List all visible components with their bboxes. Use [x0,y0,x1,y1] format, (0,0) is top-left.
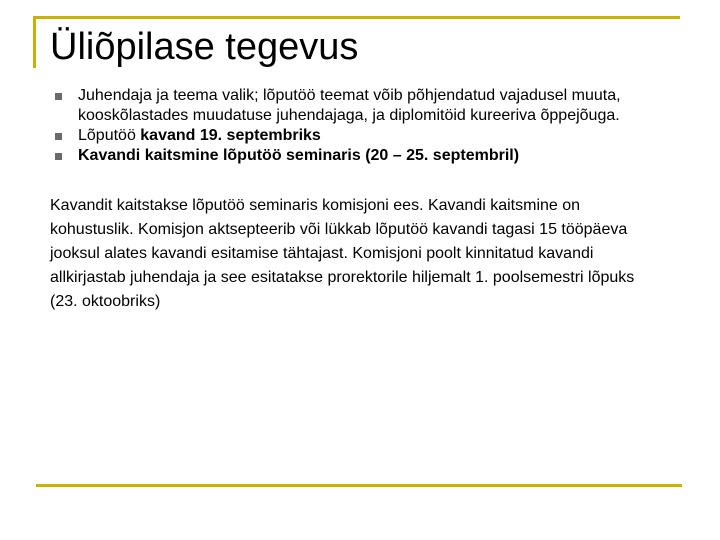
bullet-text-bold: Kavandi kaitsmine lõputöö seminaris (20 – 25. septembril) [78,147,520,164]
bullet-text-line1: Juhendaja ja teema valik; lõputöö teemat võib põhjendatud vajadusel muuta, [78,87,621,104]
paragraph-line: allkirjastab juhendaja ja see esitatakse prorektorile hiljemalt 1. poolsemestri lõpuks [50,269,635,286]
square-bullet-icon [55,93,62,100]
square-bullet-icon [55,133,62,140]
paragraph-line: kohustuslik. Komisjon aktsepteerib või lükkab lõputöö kavandi tagasi 15 tööpäeva [50,221,628,238]
bullet-text-line2: kooskõlastades muudatuse juhendajaga, ja diplomitöid kureeriva õppejõuga. [78,107,620,124]
top-rule [33,16,680,19]
bullet-text-bold: kavand 19. septembriks [140,127,321,144]
bullet-item-defense [55,146,715,166]
paragraph-line: Kavandit kaitstakse lõputöö seminaris komisjoni ees. Kavandi kaitsmine on [50,197,581,214]
left-rule [33,16,36,68]
body-paragraph [50,194,718,314]
paragraph-line: (23. oktoobriks) [50,293,161,310]
bullet-list [55,86,715,166]
bullet-item-topic [55,86,715,126]
paragraph-line: jooksul alates kavandi esitamise tähtajast. Komisjoni poolt kinnitatud kavandi [50,245,594,262]
bullet-text-prefix: Lõputöö [78,127,141,144]
square-bullet-icon [55,153,62,160]
bottom-rule [36,484,682,487]
slide-title: Üliõpilase tegevus [50,26,359,68]
bullet-item-draft [55,126,715,146]
